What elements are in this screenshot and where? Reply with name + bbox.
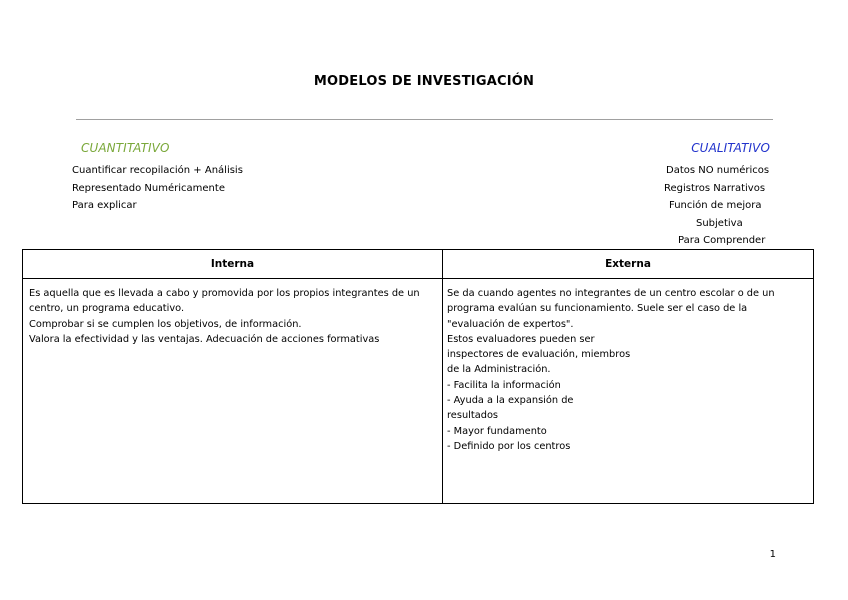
- cualitativo-list: [600, 162, 824, 250]
- horizontal-rule: [76, 119, 773, 120]
- cuantitativo-line: Representado Numéricamente: [72, 182, 225, 194]
- externa-line: Se da cuando agentes no integrantes de un centro escolar o de un: [447, 288, 775, 299]
- column-divider: [442, 250, 443, 503]
- page-number: 1: [769, 549, 776, 560]
- interna-line: centro, un programa educativo.: [29, 303, 185, 315]
- cualitativo-line: Para Comprender: [678, 235, 766, 246]
- externa-cell: [447, 286, 809, 454]
- page-title: MODELOS DE INVESTIGACIÓN: [313, 74, 535, 89]
- cualitativo-line: Subjetiva: [696, 217, 743, 229]
- externa-line: de la Administración.: [447, 364, 551, 376]
- cuantitativo-line: Para explicar: [72, 200, 137, 211]
- externa-line: programa evalúan su funcionamiento. Suele ser el caso de la: [447, 303, 748, 315]
- cualitativo-line: Datos NO numéricos: [666, 165, 770, 176]
- interna-line: Es aquella que es llevada a cabo y promovida por los propios integrantes de un: [29, 288, 420, 299]
- cuantitativo-heading: CUANTITATIVO: [81, 141, 170, 155]
- header-externa: Externa: [605, 258, 651, 270]
- interna-line: Valora la efectividad y las ventajas. Adecuación de acciones formativas: [29, 333, 380, 345]
- interna-cell: [29, 286, 434, 347]
- externa-line: - Facilita la información: [447, 379, 561, 391]
- externa-line: - Definido por los centros: [447, 440, 571, 452]
- externa-line: - Ayuda a la expansión de: [447, 395, 574, 407]
- cuantitativo-line: Cuantificar recopilación + Análisis: [72, 165, 243, 176]
- externa-line: inspectores de evaluación, miembros: [447, 349, 631, 361]
- table-header-row: [23, 250, 813, 279]
- cualitativo-line: Función de mejora: [669, 200, 762, 211]
- externa-line: resultados: [447, 410, 499, 422]
- externa-line: - Mayor fundamento: [447, 425, 547, 437]
- interna-line: Comprobar si se cumplen los objetivos, de información.: [29, 318, 302, 330]
- comparison-table: [22, 249, 814, 504]
- header-interna: Interna: [210, 258, 255, 270]
- cuantitativo-list: [72, 162, 243, 215]
- cualitativo-heading: CUALITATIVO: [691, 141, 770, 155]
- externa-line: "evaluación de expertos".: [447, 318, 574, 330]
- cualitativo-line: Registros Narrativos: [664, 182, 766, 194]
- externa-line: Estos evaluadores pueden ser: [447, 333, 595, 345]
